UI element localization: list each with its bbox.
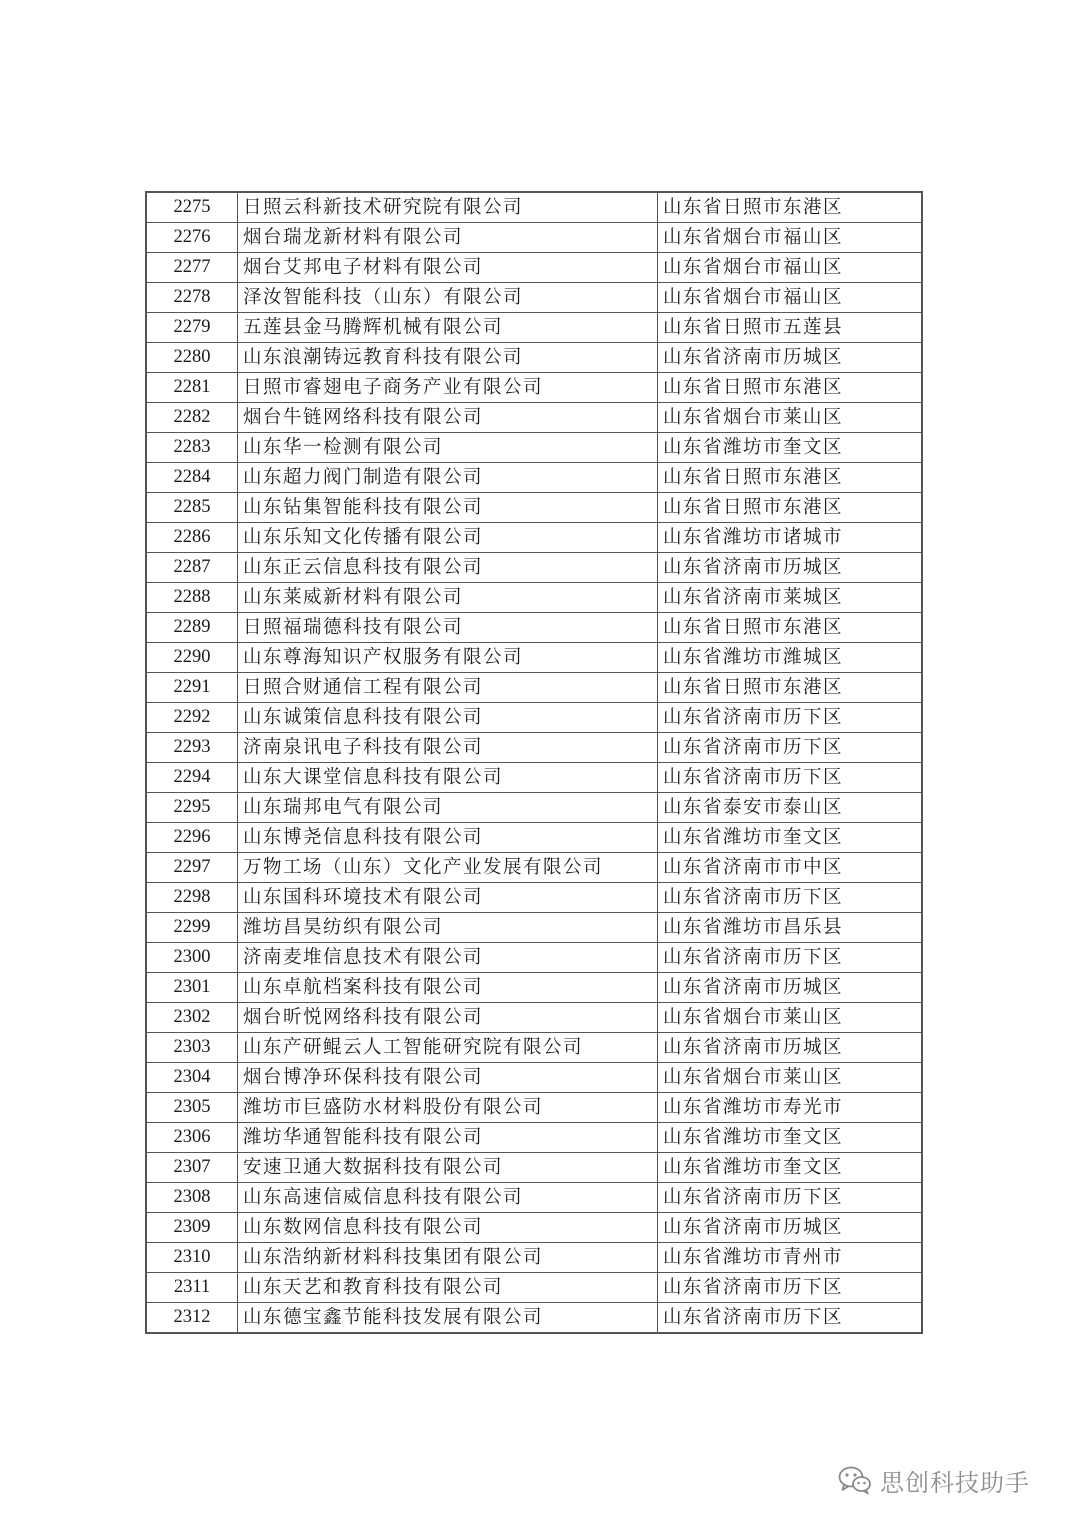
- table-row: [146, 192, 922, 223]
- company-location: 山东省济南市莱城区: [658, 583, 923, 613]
- table-row: [146, 1123, 922, 1153]
- table-row: [146, 373, 922, 403]
- row-number: 2305: [146, 1093, 238, 1123]
- company-name: 山东大课堂信息科技有限公司: [238, 763, 658, 793]
- row-number: 2292: [146, 703, 238, 733]
- table-row: [146, 253, 922, 283]
- company-location: 山东省济南市历下区: [658, 943, 923, 973]
- company-location: 山东省日照市东港区: [658, 673, 923, 703]
- row-number: 2281: [146, 373, 238, 403]
- table-row: [146, 793, 922, 823]
- company-location: 山东省济南市历城区: [658, 1213, 923, 1243]
- company-location: 山东省济南市历下区: [658, 1303, 923, 1334]
- table-row: [146, 583, 922, 613]
- row-number: 2290: [146, 643, 238, 673]
- company-name: 潍坊市巨盛防水材料股份有限公司: [238, 1093, 658, 1123]
- table-row: [146, 853, 922, 883]
- table-row: [146, 1273, 922, 1303]
- table-row: [146, 283, 922, 313]
- row-number: 2296: [146, 823, 238, 853]
- row-number: 2295: [146, 793, 238, 823]
- company-location: 山东省济南市历下区: [658, 763, 923, 793]
- row-number: 2299: [146, 913, 238, 943]
- company-name: 山东高速信威信息科技有限公司: [238, 1183, 658, 1213]
- company-name: 山东钻集智能科技有限公司: [238, 493, 658, 523]
- company-location: 山东省潍坊市青州市: [658, 1243, 923, 1273]
- table-row: [146, 733, 922, 763]
- company-name: 烟台艾邦电子材料有限公司: [238, 253, 658, 283]
- company-location: 山东省潍坊市潍城区: [658, 643, 923, 673]
- company-location: 山东省日照市东港区: [658, 373, 923, 403]
- company-name: 山东数网信息科技有限公司: [238, 1213, 658, 1243]
- company-location: 山东省潍坊市奎文区: [658, 433, 923, 463]
- company-location: 山东省日照市东港区: [658, 192, 923, 223]
- company-location: 山东省日照市东港区: [658, 613, 923, 643]
- company-name: 山东天艺和教育科技有限公司: [238, 1273, 658, 1303]
- row-number: 2285: [146, 493, 238, 523]
- row-number: 2302: [146, 1003, 238, 1033]
- table-row: [146, 1003, 922, 1033]
- table-row: [146, 883, 922, 913]
- company-name: 山东乐知文化传播有限公司: [238, 523, 658, 553]
- company-name: 山东卓航档案科技有限公司: [238, 973, 658, 1003]
- table-row: [146, 913, 922, 943]
- table-row: [146, 223, 922, 253]
- table-row: [146, 553, 922, 583]
- company-name: 济南麦堆信息技术有限公司: [238, 943, 658, 973]
- row-number: 2293: [146, 733, 238, 763]
- company-name: 日照合财通信工程有限公司: [238, 673, 658, 703]
- company-location: 山东省潍坊市昌乐县: [658, 913, 923, 943]
- company-name: 山东超力阀门制造有限公司: [238, 463, 658, 493]
- table-row: [146, 1063, 922, 1093]
- table-row: [146, 1033, 922, 1063]
- table-row: [146, 973, 922, 1003]
- company-name: 潍坊华通智能科技有限公司: [238, 1123, 658, 1153]
- row-number: 2283: [146, 433, 238, 463]
- company-location: 山东省济南市历下区: [658, 883, 923, 913]
- row-number: 2309: [146, 1213, 238, 1243]
- company-name: 山东正云信息科技有限公司: [238, 553, 658, 583]
- row-number: 2308: [146, 1183, 238, 1213]
- company-name: 山东浩纳新材料科技集团有限公司: [238, 1243, 658, 1273]
- company-location: 山东省济南市历城区: [658, 343, 923, 373]
- row-number: 2294: [146, 763, 238, 793]
- wechat-icon: [838, 1465, 872, 1495]
- company-name: 日照云科新技术研究院有限公司: [238, 192, 658, 223]
- row-number: 2303: [146, 1033, 238, 1063]
- company-location: 山东省潍坊市奎文区: [658, 1123, 923, 1153]
- company-location: 山东省济南市历下区: [658, 703, 923, 733]
- watermark-text: 思创科技助手: [880, 1468, 1030, 1497]
- company-location: 山东省济南市历下区: [658, 1183, 923, 1213]
- row-number: 2304: [146, 1063, 238, 1093]
- company-name: 山东华一检测有限公司: [238, 433, 658, 463]
- company-name: 山东尊海知识产权服务有限公司: [238, 643, 658, 673]
- company-location: 山东省济南市历下区: [658, 1273, 923, 1303]
- table-row: [146, 493, 922, 523]
- company-name: 烟台昕悦网络科技有限公司: [238, 1003, 658, 1033]
- table-row: [146, 1243, 922, 1273]
- table-row: [146, 1153, 922, 1183]
- company-name: 山东莱威新材料有限公司: [238, 583, 658, 613]
- company-name: 五莲县金马腾辉机械有限公司: [238, 313, 658, 343]
- company-location: 山东省烟台市莱山区: [658, 1003, 923, 1033]
- row-number: 2310: [146, 1243, 238, 1273]
- company-location: 山东省烟台市福山区: [658, 253, 923, 283]
- table-row: [146, 703, 922, 733]
- company-name: 日照福瑞德科技有限公司: [238, 613, 658, 643]
- table-row: [146, 1303, 922, 1334]
- table-row: [146, 463, 922, 493]
- table-row: [146, 1093, 922, 1123]
- company-location: 山东省济南市历城区: [658, 973, 923, 1003]
- company-location: 山东省泰安市泰山区: [658, 793, 923, 823]
- row-number: 2280: [146, 343, 238, 373]
- row-number: 2279: [146, 313, 238, 343]
- row-number: 2275: [146, 192, 238, 223]
- company-location: 山东省济南市市中区: [658, 853, 923, 883]
- table-row: [146, 943, 922, 973]
- company-name: 山东瑞邦电气有限公司: [238, 793, 658, 823]
- table-row: [146, 403, 922, 433]
- company-name: 山东诚策信息科技有限公司: [238, 703, 658, 733]
- company-name: 烟台瑞龙新材料有限公司: [238, 223, 658, 253]
- row-number: 2291: [146, 673, 238, 703]
- company-name: 山东国科环境技术有限公司: [238, 883, 658, 913]
- table-row: [146, 1183, 922, 1213]
- company-location: 山东省济南市历下区: [658, 733, 923, 763]
- company-name: 泽汝智能科技（山东）有限公司: [238, 283, 658, 313]
- row-number: 2287: [146, 553, 238, 583]
- company-location: 山东省潍坊市寿光市: [658, 1093, 923, 1123]
- row-number: 2307: [146, 1153, 238, 1183]
- table-row: [146, 823, 922, 853]
- company-name: 安速卫通大数据科技有限公司: [238, 1153, 658, 1183]
- company-location: 山东省烟台市福山区: [658, 223, 923, 253]
- row-number: 2301: [146, 973, 238, 1003]
- company-name: 山东产研鲲云人工智能研究院有限公司: [238, 1033, 658, 1063]
- company-list-table: [145, 191, 923, 1334]
- company-name: 济南泉讯电子科技有限公司: [238, 733, 658, 763]
- company-location: 山东省潍坊市奎文区: [658, 1153, 923, 1183]
- row-number: 2288: [146, 583, 238, 613]
- company-location: 山东省济南市历城区: [658, 553, 923, 583]
- row-number: 2277: [146, 253, 238, 283]
- row-number: 2297: [146, 853, 238, 883]
- row-number: 2276: [146, 223, 238, 253]
- company-name: 山东德宝鑫节能科技发展有限公司: [238, 1303, 658, 1334]
- company-location: 山东省烟台市莱山区: [658, 1063, 923, 1093]
- table-row: [146, 613, 922, 643]
- row-number: 2300: [146, 943, 238, 973]
- company-location: 山东省日照市东港区: [658, 493, 923, 523]
- company-location: 山东省日照市五莲县: [658, 313, 923, 343]
- table-body: [146, 192, 922, 1333]
- company-name: 烟台牛链网络科技有限公司: [238, 403, 658, 433]
- company-location: 山东省潍坊市诸城市: [658, 523, 923, 553]
- table-row: [146, 313, 922, 343]
- table-row: [146, 643, 922, 673]
- company-location: 山东省潍坊市奎文区: [658, 823, 923, 853]
- table-row: [146, 763, 922, 793]
- wechat-watermark: [838, 1458, 1030, 1502]
- company-name: 日照市睿翅电子商务产业有限公司: [238, 373, 658, 403]
- row-number: 2311: [146, 1273, 238, 1303]
- table-row: [146, 1213, 922, 1243]
- row-number: 2278: [146, 283, 238, 313]
- company-location: 山东省日照市东港区: [658, 463, 923, 493]
- company-name: 山东浪潮铸远教育科技有限公司: [238, 343, 658, 373]
- company-location: 山东省烟台市莱山区: [658, 403, 923, 433]
- company-name: 潍坊昌昊纺织有限公司: [238, 913, 658, 943]
- company-location: 山东省济南市历城区: [658, 1033, 923, 1063]
- row-number: 2312: [146, 1303, 238, 1334]
- row-number: 2306: [146, 1123, 238, 1153]
- table-row: [146, 343, 922, 373]
- table-row: [146, 433, 922, 463]
- company-location: 山东省烟台市福山区: [658, 283, 923, 313]
- row-number: 2298: [146, 883, 238, 913]
- row-number: 2284: [146, 463, 238, 493]
- company-name: 万物工场（山东）文化产业发展有限公司: [238, 853, 658, 883]
- row-number: 2289: [146, 613, 238, 643]
- table-row: [146, 673, 922, 703]
- row-number: 2282: [146, 403, 238, 433]
- table-row: [146, 523, 922, 553]
- company-name: 山东博尧信息科技有限公司: [238, 823, 658, 853]
- company-name: 烟台博净环保科技有限公司: [238, 1063, 658, 1093]
- row-number: 2286: [146, 523, 238, 553]
